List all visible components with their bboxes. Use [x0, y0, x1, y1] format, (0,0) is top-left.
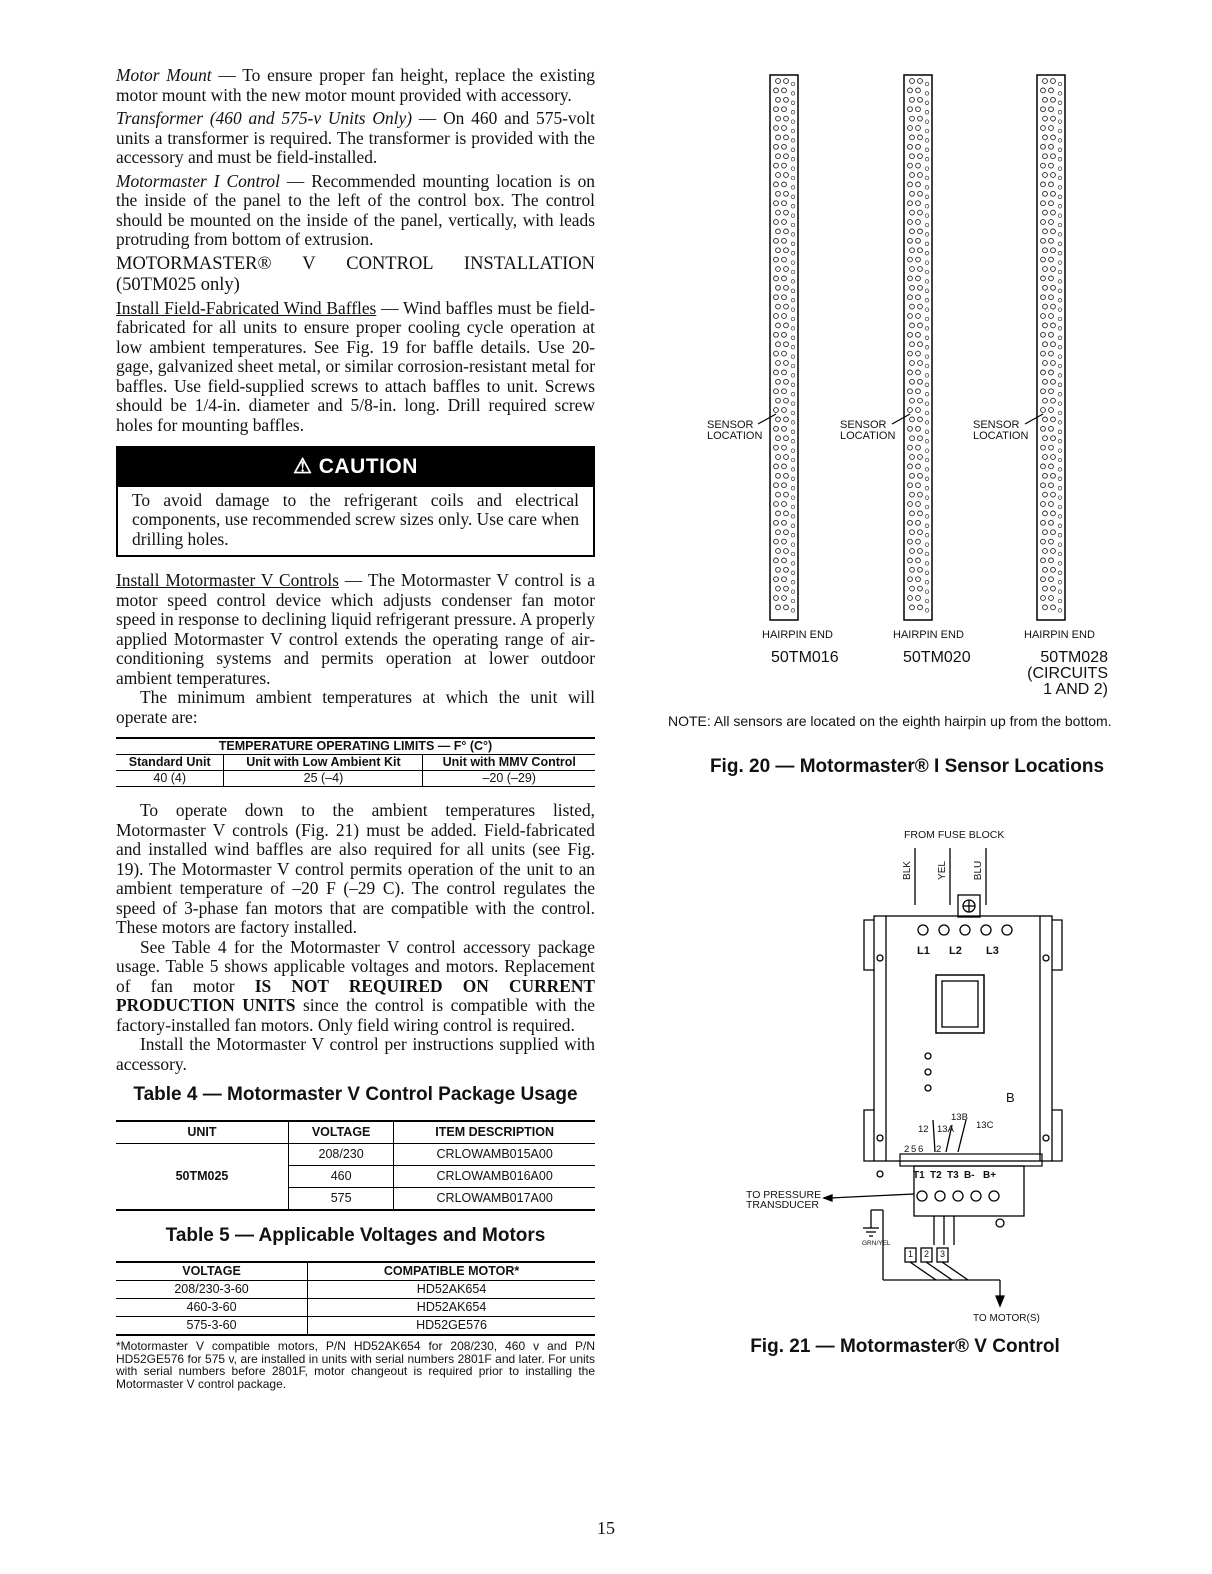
limits-value: 40 (4): [116, 771, 224, 787]
sensor-label-1: SENSOR LOCATION: [707, 419, 763, 442]
table4-voltage: 575: [288, 1188, 393, 1211]
to-motors-label: TO MOTOR(S): [973, 1313, 1040, 1324]
pin-2a: 2: [904, 1144, 910, 1155]
table5-header: VOLTAGE: [116, 1262, 308, 1281]
table5: [116, 1261, 595, 1336]
limits-value: –20 (–29): [423, 771, 595, 787]
para-install: Install the Motormaster V control per instructions supplied with accessory.: [116, 1034, 595, 1074]
pin-2b: 2: [936, 1144, 942, 1155]
table4-header: UNIT: [116, 1121, 288, 1144]
model-50tm028: 50TM028 (CIRCUITS 1 AND 2): [1027, 649, 1108, 698]
limits-header: Unit with Low Ambient Kit: [224, 755, 423, 771]
fig21-control-drawing: [700, 820, 1100, 1320]
limits-value: 25 (–4): [224, 771, 423, 787]
table5-footnote: *Motormaster V compatible motors, P/N HD52AK654 for 208/230, 460 v and P/N HD52GE576 for 575 v, are installed in units with serial numbers 2801F and later. For units with serial numbers before 2801F, motor changeout is required prior to installing the Motormaster V control package.: [116, 1339, 595, 1391]
wire-yel: YEL: [936, 861, 948, 880]
terminal-l3: L3: [986, 945, 999, 957]
terminal-b-plus: B+: [983, 1170, 997, 1181]
table4-item: CRLOWAMB017A00: [394, 1188, 595, 1211]
pin-5: 5: [911, 1144, 917, 1155]
lead-1: 1: [908, 1249, 914, 1259]
fig21-caption: Fig. 21 — Motormaster® V Control: [750, 1336, 1060, 1357]
grn-yel-label: GRN/YEL: [862, 1240, 891, 1247]
caution-text: To avoid damage to the refrigerant coils and electrical components, use recommended screw sizes only. Use care when drilling holes.: [132, 489, 580, 549]
limits-title: TEMPERATURE OPERATING LIMITS — F° (C°): [116, 738, 595, 755]
table5-motor: HD52GE576: [308, 1317, 595, 1336]
lead-2: 2: [924, 1249, 930, 1259]
fig20-caption: Fig. 20 — Motormaster® I Sensor Locations: [709, 756, 1105, 777]
sensor-label-3: SENSOR LOCATION: [973, 419, 1029, 442]
pin-13a: 13A: [937, 1124, 954, 1135]
model-50tm020: 50TM020: [903, 649, 971, 666]
coil-hairpins: [908, 79, 929, 613]
para-motor-mount: Motor Mount — To ensure proper fan height, replace the existing motor mount with the new motor mount provided with accessory.: [116, 65, 596, 105]
table5-motor: HD52AK654: [308, 1299, 595, 1317]
wire-blu: BLU: [973, 860, 985, 881]
coil-hairpins: [1041, 79, 1062, 613]
model-50tm016: 50TM016: [771, 649, 839, 666]
para-motormaster-i: Motormaster I Control — Recommended mounting location is on the inside of the panel to the left of the control box. The control should be mounted on the inside of the panel, vertically, with leads protruding from bottom of extrusion.: [116, 170, 595, 249]
para-operate: To operate down to the ambient temperatures listed, Motormaster V controls (Fig. 21) must be added. Field-fabricated and installed wind baffles are also required for all units (see Fig. 19). The Motormaster V control permits operation of the unit to an ambient temperature of –20 F (–29 C). The control regulates the speed of 3-phase fan motors that are compatible with the control. These motors are factory installed.: [116, 800, 595, 937]
para-transformer: Transformer (460 and 575-v Units Only) — On 460 and 575-volt units a transformer is required. The transformer is provided with the accessory and must be field-installed.: [116, 108, 595, 167]
para-controls: Install Motormaster V Controls — The Motormaster V control is a motor speed control device which adjusts condenser fan motor speed in response to declining liquid refrigerant pressure. A properly applied Motormaster V control extends the operating range of air-conditioning systems and permits operation at lower outdoor ambient temperatures.: [116, 570, 595, 688]
lead-3: 3: [940, 1249, 946, 1259]
table5-header: COMPATIBLE MOTOR*: [308, 1262, 595, 1281]
fig20-note: NOTE: All sensors are located on the eighth hairpin up from the bottom.: [668, 713, 1112, 729]
table5-motor: HD52AK654: [308, 1281, 595, 1299]
terminal-l1: L1: [917, 945, 930, 957]
table4-voltage: 208/230: [288, 1144, 393, 1166]
fig20-coil-drawing: [0, 0, 1212, 640]
pin-13b: 13B: [951, 1112, 968, 1123]
label-b: B: [1006, 1090, 1015, 1105]
pin-13c: 13C: [976, 1120, 994, 1131]
limits-table: [116, 737, 595, 787]
table4-voltage: 460: [288, 1166, 393, 1188]
page-number: 15: [597, 1518, 615, 1538]
pressure-transducer-label: TO PRESSURE TRANSDUCER: [746, 1189, 822, 1211]
table4-header: ITEM DESCRIPTION: [394, 1121, 595, 1144]
caution-title: ⚠ CAUTION: [118, 448, 593, 487]
table4-item: CRLOWAMB016A00: [394, 1166, 595, 1188]
section-heading: MOTORMASTER® V CONTROL INSTALLATION (50TM025 only): [116, 253, 595, 295]
table4-item: CRLOWAMB015A00: [394, 1144, 595, 1166]
para-baffles: Install Field-Fabricated Wind Baffles — Wind baffles must be field-fabricated for all units to ensure proper cooling cycle operation at low ambient temperatures. See Fig. 19 for baffle details. Use 20-gage, galvanized sheet metal, or similar corrosion-resistant metal for baffles. Use field-supplied screws to attach baffles to unit. Screws should be 1/4-in. diameter and 5/8-in. long. Drill required screw holes for mounting baffles.: [116, 297, 595, 435]
table4-header: VOLTAGE: [288, 1121, 393, 1144]
pin-6: 6: [918, 1144, 924, 1155]
wire-blk: BLK: [901, 861, 913, 880]
terminal-t3: T3: [947, 1170, 959, 1181]
hairpin-end-1: HAIRPIN END: [762, 629, 833, 641]
table4-caption: Table 4 — Motormaster V Control Package Usage: [133, 1084, 578, 1105]
para-min-ambient: The minimum ambient temperatures at which the unit will operate are:: [116, 687, 595, 727]
table5-voltage: 575-3-60: [116, 1317, 308, 1336]
terminal-t1: T1: [913, 1170, 925, 1181]
table4: [116, 1120, 595, 1211]
para-table4-ref: See Table 4 for the Motormaster V control accessory package usage. Table 5 shows applicable voltages and motors. Replacement of fan motor IS NOT REQUIRED ON CURRENT PRODUCTION UNITS since the control is compatible with the factory-installed fan motors. Only field wiring control is required.: [116, 936, 595, 1035]
pin-12: 12: [918, 1124, 929, 1135]
terminal-b-minus: B-: [964, 1170, 975, 1181]
hairpin-end-3: HAIRPIN END: [1024, 629, 1095, 641]
table5-voltage: 208/230-3-60: [116, 1281, 308, 1299]
table4-unit: 50TM025: [116, 1144, 288, 1211]
coil-hairpins: [774, 79, 795, 613]
limits-header: Unit with MMV Control: [423, 755, 595, 771]
table5-voltage: 460-3-60: [116, 1299, 308, 1317]
terminal-t2: T2: [930, 1170, 942, 1181]
hairpin-end-2: HAIRPIN END: [893, 629, 964, 641]
table5-caption: Table 5 — Applicable Voltages and Motors: [165, 1225, 546, 1246]
sensor-label-2: SENSOR LOCATION: [840, 419, 896, 442]
from-fuse-label: FROM FUSE BLOCK: [904, 829, 1005, 841]
terminal-l2: L2: [949, 945, 962, 957]
limits-header: Standard Unit: [116, 755, 224, 771]
